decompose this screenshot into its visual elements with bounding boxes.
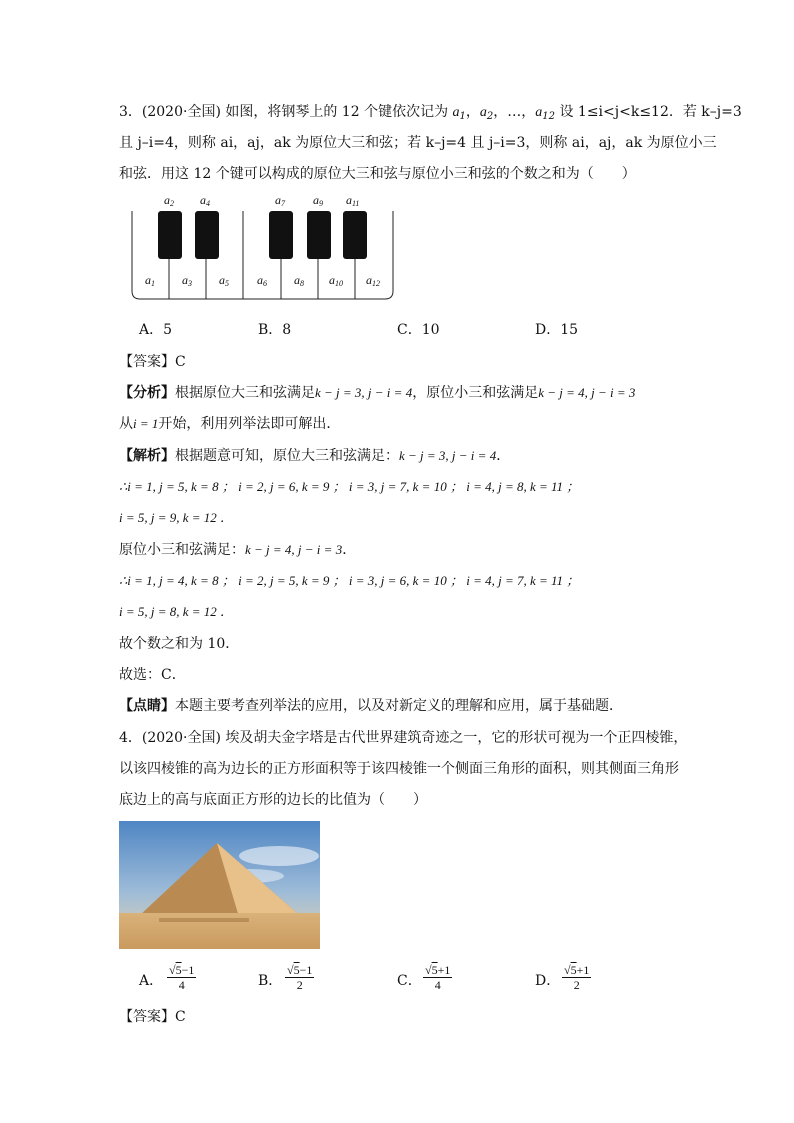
- q3-analysis-line2: 从i = 1开始，利用列举法即可解出．: [119, 416, 341, 432]
- q4-option-c-fraction: $\frac{√5+1}{4}$: [425, 963, 451, 992]
- q4-option-a: A．: [139, 973, 164, 989]
- q3-stem-line3: 和弦．用这 12 个键可以构成的原位大三和弦与原位小三和弦的个数之和为（ ）: [119, 166, 636, 182]
- q3-minor-row1: ∴i = 1, j = 4, k = 8 ； i = 2, j = 5, k = 9 ； i = 3, j = 6, k = 10 ； i = 4, j = 7, k = 11 ；: [119, 573, 580, 588]
- q3-stem-line2: 且 j–i=4，则称 ai，aj，ak 为原位大三和弦；若 k–j=4 且 j–i=3，则称 ai，aj，ak 为原位小三: [119, 135, 717, 151]
- q3-comment: 【点睛】本题主要考查列举法的应用，以及对新定义的理解和应用，属于基础题．: [119, 698, 623, 714]
- white-key-label: a10: [329, 273, 343, 288]
- q4-option-c: C．: [397, 973, 422, 989]
- piano-figure: [131, 193, 394, 301]
- q4-answer: 【答案】C: [119, 1009, 186, 1025]
- white-key-label: a1: [145, 273, 155, 288]
- white-key-label: a5: [219, 273, 229, 288]
- q3-option-d: D．15: [535, 322, 579, 338]
- q4-stem-line3: 底边上的高与底面正方形的边长的比值为（ ）: [119, 792, 427, 808]
- q3-analysis: 【分析】根据原位大三和弦满足k − j = 3, j − i = 4，原位小三和弦满足k − j = 4, j − i = 3: [119, 385, 636, 401]
- q3-choose: 故选：C．: [119, 667, 186, 683]
- q4-option-d: D．: [535, 973, 561, 989]
- black-key-label: a11: [346, 193, 360, 208]
- q4-option-a-fraction: $\frac{√5-1}{4}$: [169, 963, 195, 992]
- white-key-label: a12: [366, 273, 380, 288]
- q4-option-d-fraction: $\frac{√5+1}{2}$: [564, 963, 590, 992]
- black-key-label: a4: [200, 193, 210, 208]
- white-key-label: a6: [257, 273, 267, 288]
- q3-minor: 原位小三和弦满足：k − j = 4, j − i = 3．: [119, 542, 357, 558]
- q3-minor-row2: i = 5, j = 8, k = 12 ．: [119, 604, 234, 619]
- q3-major-row1: ∴i = 1, j = 5, k = 8 ； i = 2, j = 6, k = 9 ； i = 3, j = 7, k = 10 ； i = 4, j = 8, k = 11 ；: [119, 479, 580, 494]
- q3-stem-line1: 3．(2020·全国) 如图，将钢琴上的 12 个键依次记为 $a_1$，$a_2$，…，$a_{12}$ 设 1≤i<j<k≤12．若 k–j=3: [119, 104, 742, 122]
- q4-stem-line1: 4．(2020·全国) 埃及胡夫金字塔是古代世界建筑奇迹之一，它的形状可视为一个正四棱锥，: [119, 730, 688, 746]
- white-key-label: a8: [294, 273, 304, 288]
- q4-option-b: B．: [258, 973, 283, 989]
- q3-option-b: B．8: [258, 322, 292, 338]
- q3-solution: 【解析】根据题意可知，原位大三和弦满足：k − j = 3, j − i = 4．: [119, 448, 511, 464]
- black-key-label: a2: [164, 193, 174, 208]
- black-key-label: a9: [313, 193, 323, 208]
- black-key-label: a7: [275, 193, 285, 208]
- pyramid-photo: [119, 821, 320, 949]
- q3-option-a: A．5: [139, 322, 173, 338]
- white-key-label: a3: [182, 273, 192, 288]
- q4-stem-line2: 以该四棱锥的高为边长的正方形面积等于该四棱锥一个侧面三角形的面积，则其侧面三角形: [119, 761, 679, 777]
- q4-option-b-fraction: $\frac{√5-1}{2}$: [287, 963, 313, 992]
- q3-option-c: C．10: [397, 322, 440, 338]
- q3-major-row2: i = 5, j = 9, k = 12 ．: [119, 510, 234, 525]
- q3-answer: 【答案】C: [119, 354, 186, 370]
- q3-total: 故个数之和为 10．: [119, 636, 240, 652]
